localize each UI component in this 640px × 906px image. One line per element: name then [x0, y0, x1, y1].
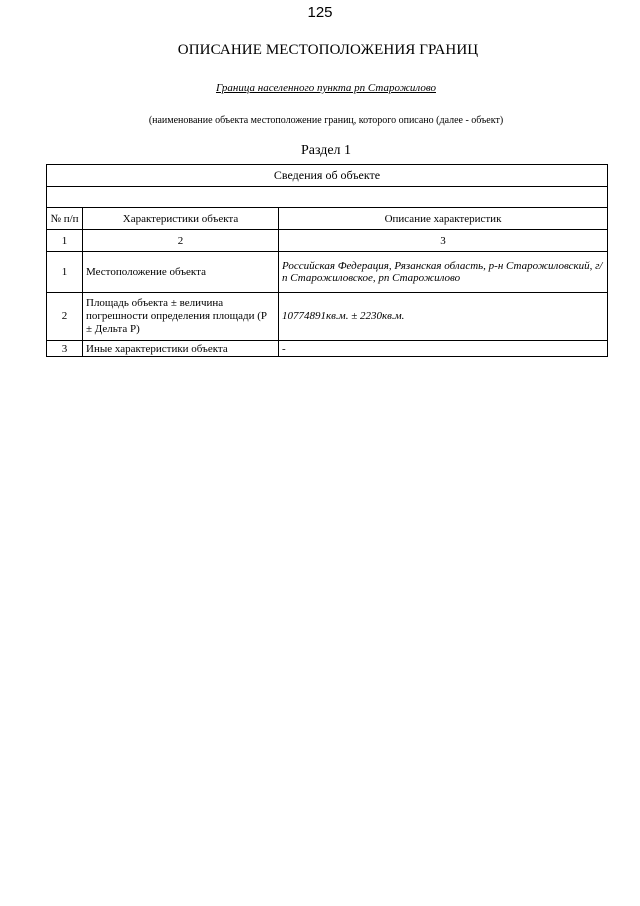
- column-header-description: Описание характеристик: [279, 208, 608, 230]
- table-header-row: [47, 165, 608, 187]
- table-row: [47, 252, 608, 293]
- column-number-row: [47, 230, 608, 252]
- table-row: [47, 293, 608, 341]
- column-number-2: 2: [83, 230, 279, 252]
- row-description: 10774891кв.м. ± 2230кв.м.: [279, 293, 608, 341]
- page-number: 125: [307, 4, 333, 21]
- column-header-characteristic: Характеристики объекта: [83, 208, 279, 230]
- document-title: ОПИСАНИЕ МЕСТОПОЛОЖЕНИЯ ГРАНИЦ: [177, 42, 479, 58]
- row-characteristic: Площадь объекта ± величина погрешности определения площади (P ± Дельта P): [83, 293, 279, 341]
- row-characteristic: Иные характеристики объекта: [83, 341, 279, 357]
- row-characteristic: Местоположение объекта: [83, 252, 279, 293]
- section-title: Раздел 1: [300, 143, 352, 158]
- table-row: [47, 341, 608, 357]
- object-info-table: [46, 164, 608, 357]
- row-description: -: [279, 341, 608, 357]
- row-number: 1: [47, 252, 83, 293]
- table-blank-row: [47, 187, 608, 208]
- row-description: Российская Федерация, Рязанская область, р-н Старожиловский, г/п Старожиловское, рп Старожилово: [279, 252, 608, 293]
- column-number-3: 3: [279, 230, 608, 252]
- table-header: Сведения об объекте: [47, 165, 608, 187]
- row-number: 3: [47, 341, 83, 357]
- column-header-row: [47, 208, 608, 230]
- object-name: Граница населенного пункта рп Старожилово: [215, 82, 436, 94]
- object-name-caption: (наименование объекта местоположение границ, которого описано (далее - объект): [148, 115, 504, 126]
- column-number-1: 1: [47, 230, 83, 252]
- row-number: 2: [47, 293, 83, 341]
- table-blank-cell: [47, 187, 608, 208]
- column-header-num: № п/п: [47, 208, 83, 230]
